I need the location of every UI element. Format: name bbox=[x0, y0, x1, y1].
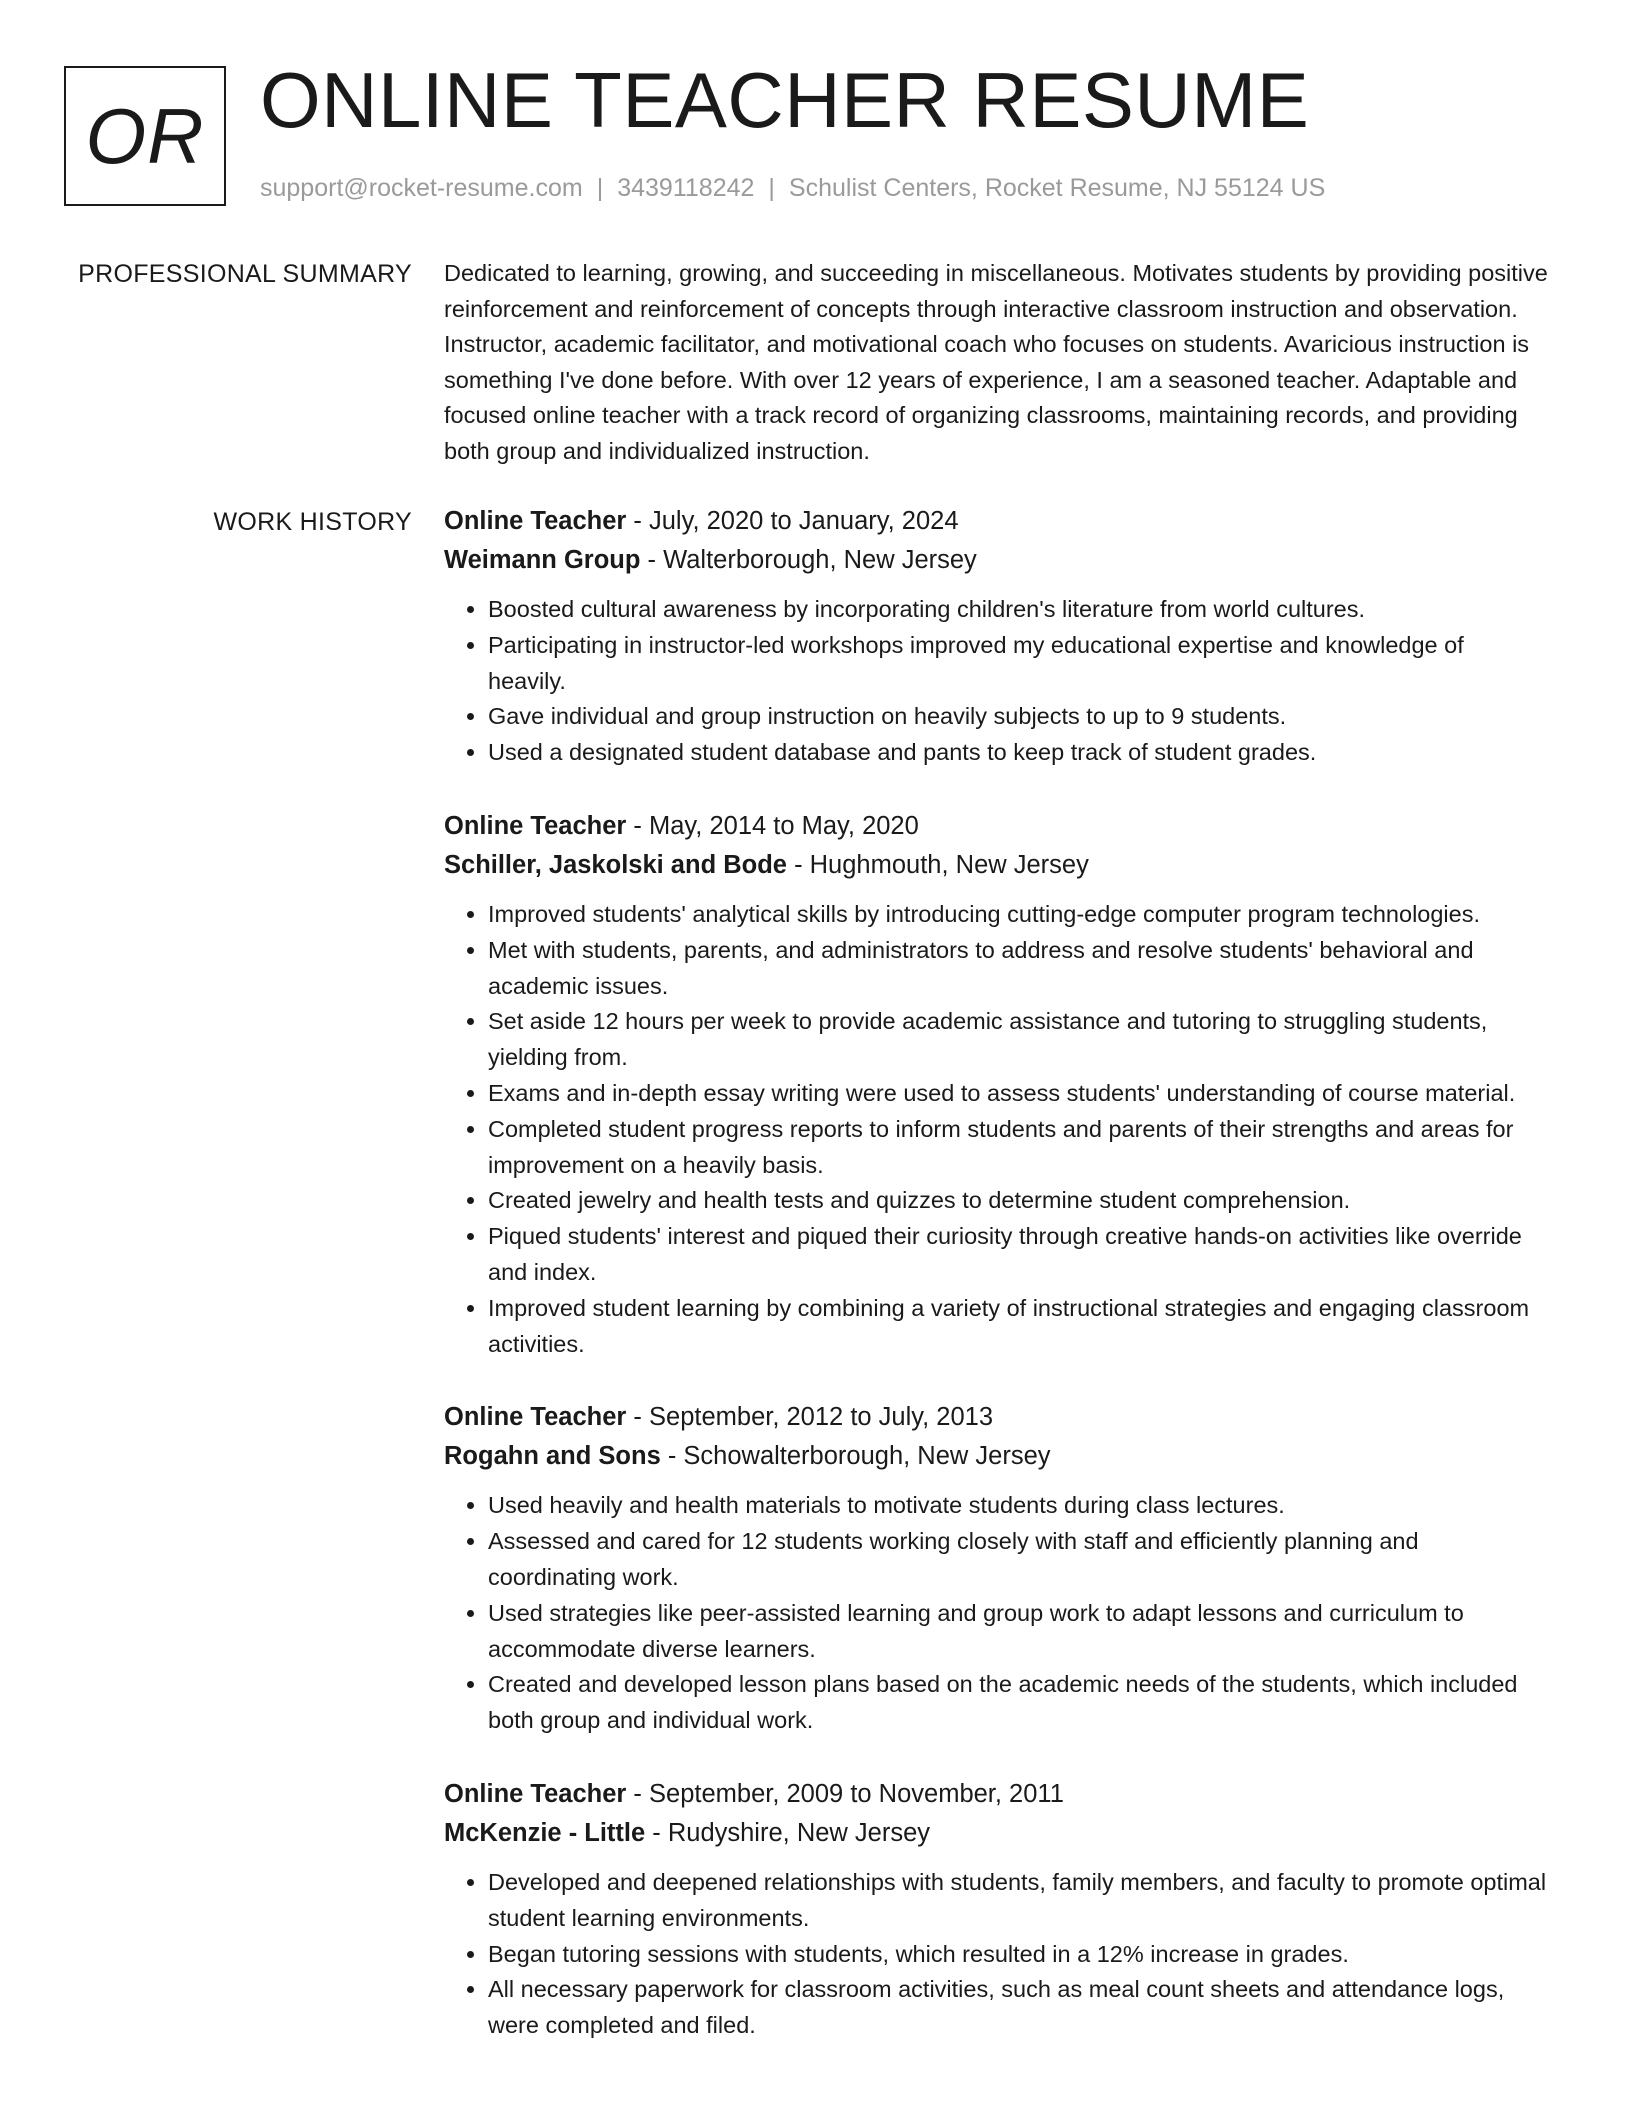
summary-heading: PROFESSIONAL SUMMARY bbox=[78, 260, 412, 288]
job-bullet: • Met with students, parents, and administrators to address and resolve students' behavioral and academic issues. bbox=[488, 933, 1548, 1005]
job-bullet: • Improved students' analytical skills by introducing cutting-edge computer program technologies. bbox=[488, 897, 1548, 933]
job-title-line bbox=[444, 807, 1548, 845]
job-location: - Walterborough, New Jersey bbox=[640, 546, 977, 574]
contact-line bbox=[260, 174, 1325, 203]
job-entry bbox=[444, 1398, 1548, 1739]
job-company-line bbox=[444, 1813, 1548, 1853]
monogram-logo: OR bbox=[64, 66, 226, 206]
job-location: - Schowalterborough, New Jersey bbox=[660, 1442, 1051, 1471]
job-company: Weimann Group bbox=[444, 546, 641, 574]
jobs-list bbox=[444, 502, 1548, 2080]
job-bullet: • Assessed and cared for 12 students working closely with staff and efficiently planning and coordinating work. bbox=[488, 1524, 1548, 1596]
job-title: Online Teacher bbox=[444, 1779, 627, 1808]
job-bullet: • Exams and in-depth essay writing were used to assess students' understanding of course material. bbox=[488, 1076, 1548, 1112]
job-dates: - July, 2020 to January, 2024 bbox=[626, 507, 959, 535]
job-entry bbox=[444, 807, 1548, 1362]
job-bullet: • Used strategies like peer-assisted learning and group work to adapt lessons and curriculum to accommodate diverse learners. bbox=[488, 1596, 1548, 1668]
summary-text: Dedicated to learning, growing, and succeeding in miscellaneous. Motivates students by providing positive reinforcement and reinforcement of concepts through interactive classroom instruction and observation. Instructor, academic facilitator, and motivational coach who focuses on students. Avaricious instruction is something I've done before. With over 12 years of experience, I am a seasoned teacher. Adaptable and focused online teacher with a track record of organizing classrooms, maintaining records, and providing both group and individualized instruction. bbox=[444, 260, 1548, 464]
job-company: McKenzie - Little bbox=[444, 1818, 646, 1847]
job-title: Online Teacher bbox=[444, 507, 627, 535]
job-bullet: • Began tutoring sessions with students, which resulted in a 12% increase in grades. bbox=[488, 1937, 1548, 1973]
job-location: - Rudyshire, New Jersey bbox=[645, 1818, 931, 1847]
job-bullet: • Boosted cultural awareness by incorporating children's literature from world cultures. bbox=[488, 592, 1548, 628]
job-bullet: • Created jewelry and health tests and quizzes to determine student comprehension. bbox=[488, 1183, 1548, 1219]
job-title: Online Teacher bbox=[444, 1403, 627, 1432]
job-company-line bbox=[444, 540, 1548, 580]
job-bullet-list bbox=[444, 592, 1548, 771]
job-entry bbox=[444, 502, 1548, 771]
job-bullet: • Developed and deepened relationships with students, family members, and faculty to promote optimal student learning environments. bbox=[488, 1865, 1548, 1937]
job-company-line bbox=[444, 1436, 1548, 1476]
job-bullet-list bbox=[444, 897, 1548, 1362]
summary-body bbox=[444, 256, 1548, 469]
job-company: Schiller, Jaskolski and Bode bbox=[444, 850, 787, 879]
job-dates: - September, 2009 to November, 2011 bbox=[626, 1779, 1064, 1808]
job-title-line bbox=[444, 1775, 1548, 1813]
job-company: Rogahn and Sons bbox=[444, 1442, 661, 1471]
job-bullet-list bbox=[444, 1488, 1548, 1739]
job-company-line bbox=[444, 845, 1548, 885]
job-bullet: • Gave individual and group instruction on heavily subjects to up to 9 students. bbox=[488, 699, 1548, 735]
page-title: ONLINE TEACHER RESUME bbox=[260, 56, 1310, 144]
job-dates: - May, 2014 to May, 2020 bbox=[626, 811, 919, 840]
job-title-line bbox=[444, 1398, 1548, 1436]
job-bullet: • Used a designated student database and pants to keep track of student grades. bbox=[488, 735, 1548, 771]
job-bullet: • Used heavily and health materials to motivate students during class lectures. bbox=[488, 1488, 1548, 1524]
contact-email[interactable]: support@rocket-resume.com bbox=[260, 174, 583, 202]
job-location: - Hughmouth, New Jersey bbox=[786, 850, 1089, 879]
job-bullet: • Participating in instructor-led workshops improved my educational expertise and knowledge of heavily. bbox=[488, 628, 1548, 700]
job-entry bbox=[444, 1775, 1548, 2044]
contact-phone[interactable]: 3439118242 bbox=[617, 174, 755, 202]
work-history-heading: WORK HISTORY bbox=[213, 508, 412, 536]
job-title: Online Teacher bbox=[444, 811, 627, 840]
job-dates: - September, 2012 to July, 2013 bbox=[626, 1403, 994, 1432]
contact-address: Schulist Centers, Rocket Resume, NJ 55124 US bbox=[788, 174, 1326, 202]
job-bullet: • Created and developed lesson plans based on the academic needs of the students, which included both group and individual work. bbox=[488, 1667, 1548, 1739]
job-bullet: • Completed student progress reports to inform students and parents of their strengths and areas for improvement on a heavily basis. bbox=[488, 1112, 1548, 1184]
job-bullet-list bbox=[444, 1865, 1548, 2044]
contact-separator: | bbox=[768, 174, 775, 202]
job-bullet: • Improved student learning by combining a variety of instructional strategies and engaging classroom activities. bbox=[488, 1291, 1548, 1363]
job-bullet: • Set aside 12 hours per week to provide academic assistance and tutoring to struggling students, yielding from. bbox=[488, 1004, 1548, 1076]
job-title-line bbox=[444, 502, 1548, 540]
job-bullet: • All necessary paperwork for classroom activities, such as meal count sheets and attendance logs, were completed and filed. bbox=[488, 1972, 1548, 2044]
job-bullet: • Piqued students' interest and piqued their curiosity through creative hands-on activities like override and index. bbox=[488, 1219, 1548, 1291]
contact-separator: | bbox=[596, 174, 604, 202]
